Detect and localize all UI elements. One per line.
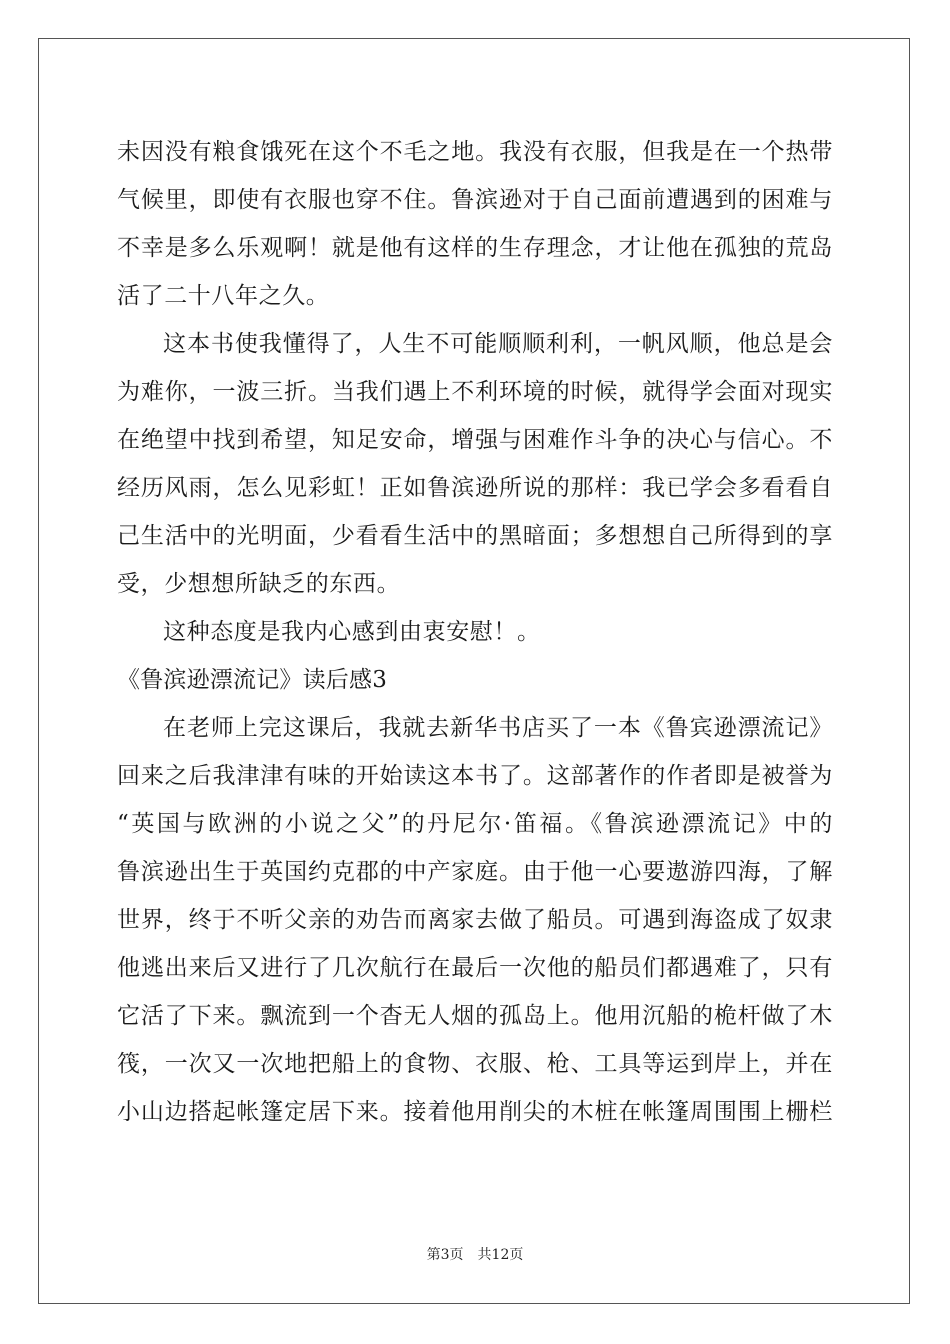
page-number: 第3页 [426,1247,464,1263]
text-line: 小山边搭起帐篷定居下来。接着他用削尖的木桩在帐篷周围围上栅栏 [117,1099,833,1125]
section-title: 《鲁滨逊漂流记》读后感3 [117,667,388,693]
paragraph-start-line: 在老师上完这课后，我就去新华书店买了一本《鲁宾逊漂流记》 [163,715,833,741]
page-footer [0,1244,950,1264]
text-line: 世界，终于不听父亲的劝告而离家去做了船员。可遇到海盗成了奴隶 [117,907,833,933]
text-line: 活了二十八年之久。 [117,283,330,309]
paragraph-start-line: 这本书使我懂得了，人生不可能顺顺利利，一帆风顺，他总是会 [163,331,833,357]
text-line: 受，少想想所缺乏的东西。 [117,571,401,597]
paragraph-start-line: 这种态度是我内心感到由衷安慰！。 [163,619,541,645]
text-line: 不幸是多么乐观啊！就是他有这样的生存理念，才让他在孤独的荒岛 [117,235,833,261]
text-line: 回来之后我津津有味的开始读这本书了。这部著作的作者即是被誉为 [117,763,833,789]
document-body [117,128,833,1136]
text-line: 未因没有粮食饿死在这个不毛之地。我没有衣服，但我是在一个热带 [117,139,833,165]
text-line: 它活了下来。飘流到一个杳无人烟的孤岛上。他用沉船的桅杆做了木 [117,1003,833,1029]
text-line: “英国与欧洲的小说之父”的丹尼尔·笛福。《鲁滨逊漂流记》中的 [117,811,833,837]
text-line: 他逃出来后又进行了几次航行在最后一次他的船员们都遇难了，只有 [117,955,833,981]
text-line: 经历风雨，怎么见彩虹！正如鲁滨逊所说的那样：我已学会多看看自 [117,475,833,501]
text-line: 筏，一次又一次地把船上的食物、衣服、枪、工具等运到岸上，并在 [117,1051,833,1077]
text-line: 在绝望中找到希望，知足安命，增强与困难作斗争的决心与信心。不 [117,427,833,453]
text-line: 气候里，即使有衣服也穿不住。鲁滨逊对于自己面前遭遇到的困难与 [117,187,833,213]
text-line: 为难你，一波三折。当我们遇上不利环境的时候，就得学会面对现实 [117,379,833,405]
page-total: 共12页 [477,1247,524,1263]
text-line: 鲁滨逊出生于英国约克郡的中产家庭。由于他一心要遨游四海，了解 [117,859,833,885]
text-line: 己生活中的光明面，少看看生活中的黑暗面；多想想自己所得到的享 [117,523,833,549]
